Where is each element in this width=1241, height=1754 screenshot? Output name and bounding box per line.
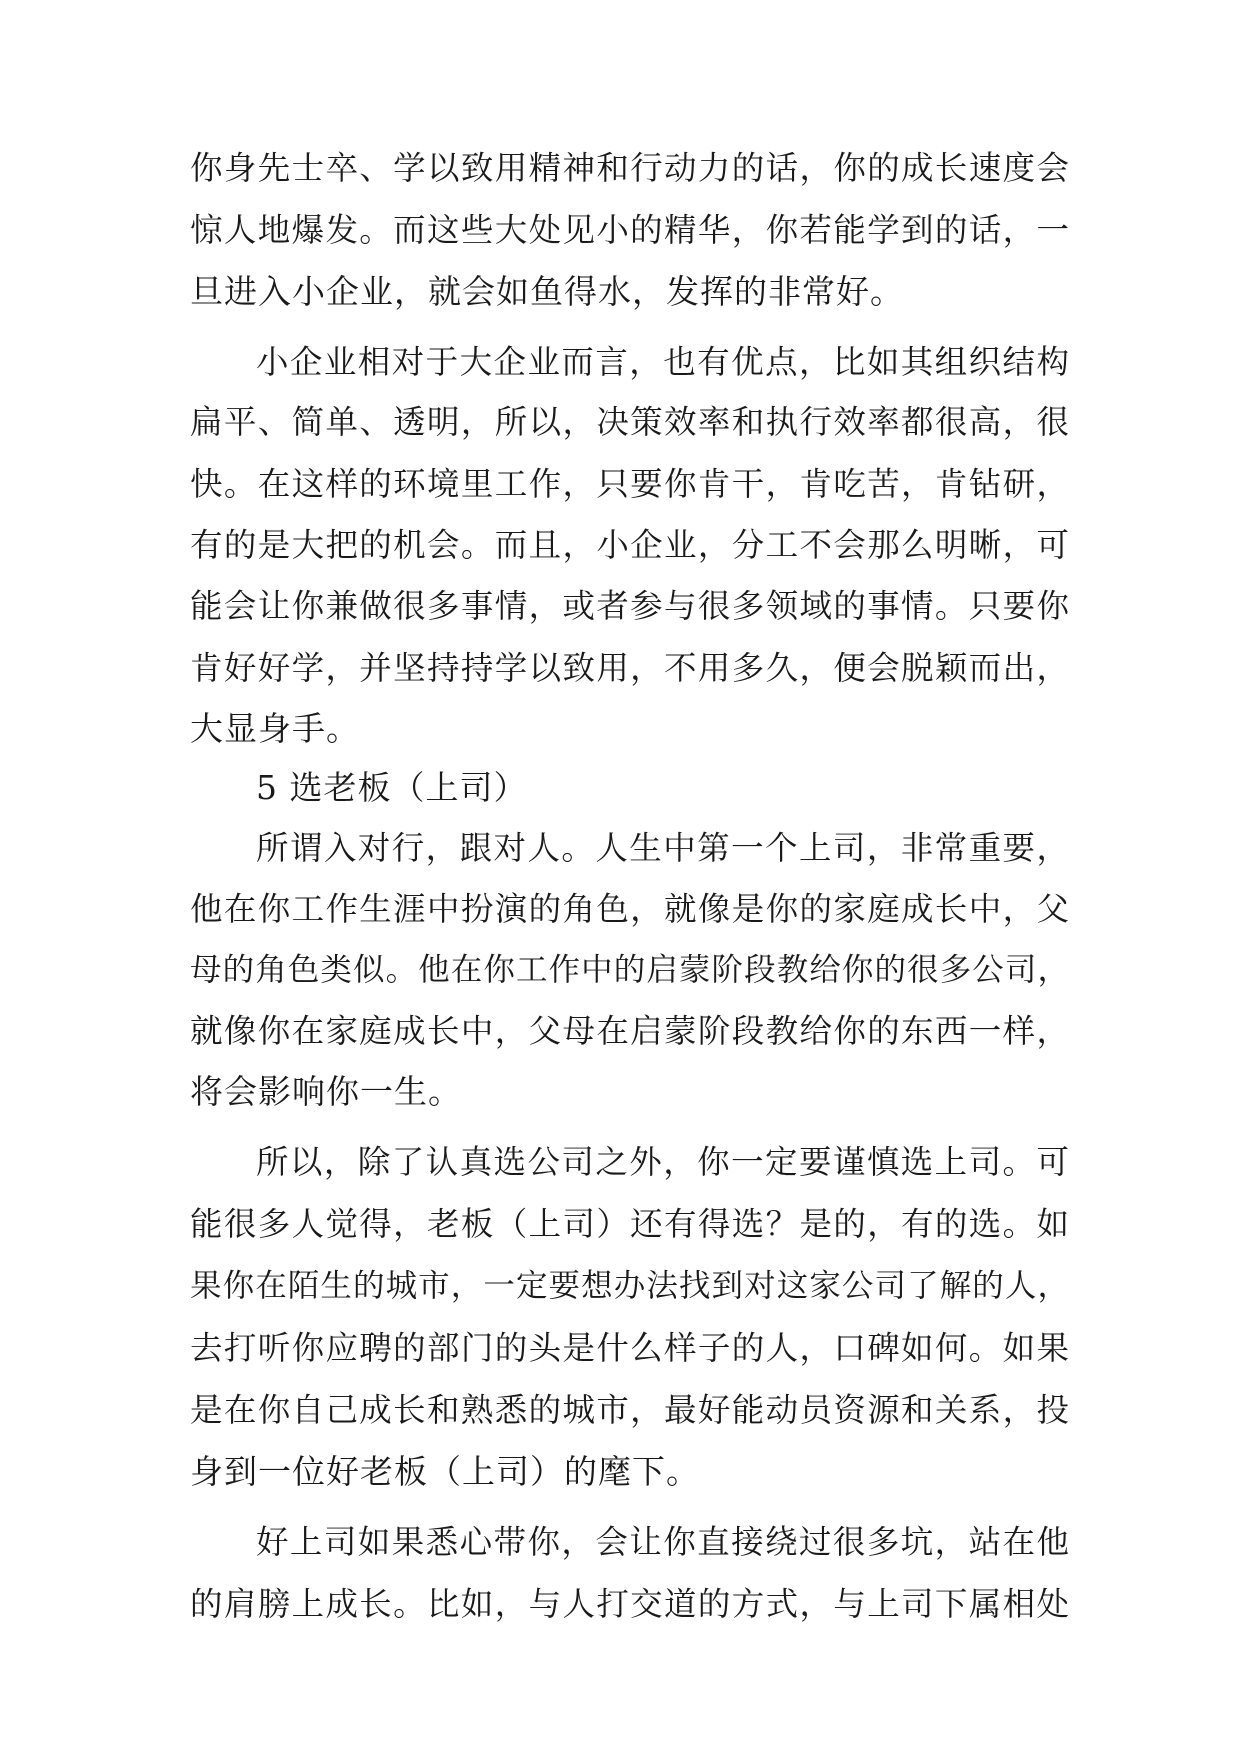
text-line: 将会影响你一生。 <box>190 1072 462 1111</box>
text-line: 能会让你兼做很多事情，或者参与很多领域的事情。只要你 <box>190 587 1070 625</box>
text-line: 母的角色类似。他在你工作中的启蒙阶段教给你的很多公司， <box>190 952 1070 988</box>
text-line: 惊人地爆发。而这些大处见小的精华，你若能学到的话，一 <box>190 211 1070 249</box>
text-line: 扁平、简单、透明，所以，决策效率和执行效率都很高，很 <box>190 403 1070 441</box>
section-heading: 5 选老板（上司） <box>256 768 528 807</box>
text-line: 快。在这样的环境里工作，只要你肯干，肯吃苦，肯钻研， <box>190 465 1070 503</box>
text-line: 有的是大把的机会。而且，小企业，分工不会那么明晰，可 <box>190 526 1070 564</box>
text-line: 肯好好学，并坚持持学以致用，不用多久，便会脱颖而出， <box>190 649 1070 687</box>
text-line: 就像你在家庭成长中，父母在启蒙阶段教给你的东西一样， <box>190 1012 1070 1050</box>
text-line: 的肩膀上成长。比如，与人打交道的方式，与上司下属相处 <box>190 1585 1070 1623</box>
text-line: 他在你工作生涯中扮演的角色，就像是你的家庭成长中，父 <box>190 890 1070 928</box>
text-line: 果你在陌生的城市，一定要想办法找到对这家公司了解的人， <box>190 1268 1070 1304</box>
text-line: 好上司如果悉心带你，会让你直接绕过很多坑，站在他 <box>256 1523 1070 1561</box>
text-line: 所谓入对行，跟对人。人生中第一个上司，非常重要， <box>256 829 1070 867</box>
text-line: 所以，除了认真选公司之外，你一定要谨慎选上司。可 <box>256 1143 1070 1181</box>
text-line: 旦进入小企业，就会如鱼得水，发挥的非常好。 <box>190 272 904 311</box>
text-line: 能很多人觉得，老板（上司）还有得选？是的，有的选。如 <box>190 1205 1070 1243</box>
text-line: 去打听你应聘的部门的头是什么样子的人，口碑如何。如果 <box>190 1329 1070 1367</box>
text-line: 小企业相对于大企业而言，也有优点，比如其组织结构 <box>256 343 1070 381</box>
text-line: 身到一位好老板（上司）的麾下。 <box>190 1452 700 1491</box>
text-line: 大显身手。 <box>190 709 360 748</box>
text-line: 你身先士卒、学以致用精神和行动力的话，你的成长速度会 <box>190 149 1070 187</box>
text-line: 是在你自己成长和熟悉的城市，最好能动员资源和关系，投 <box>190 1391 1070 1429</box>
